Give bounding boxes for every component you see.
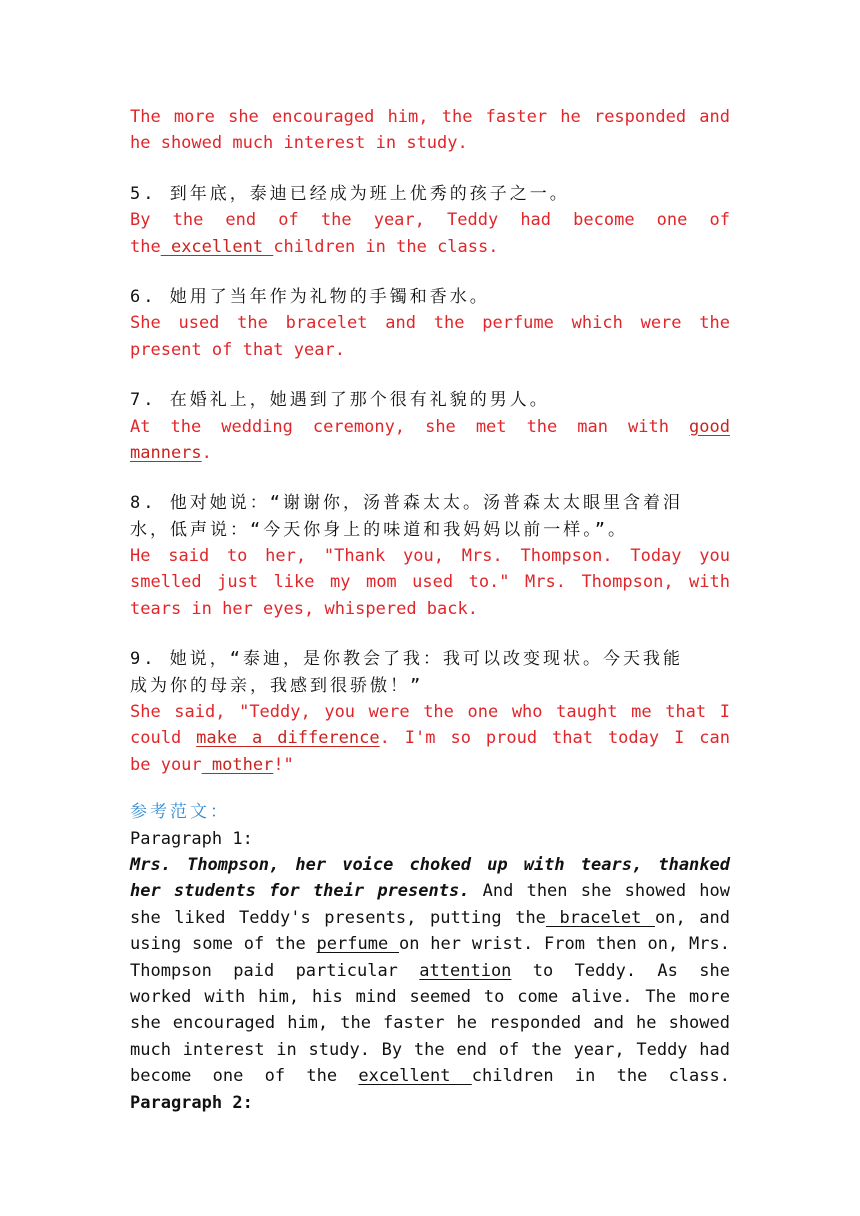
essay-line-2 (130, 878, 730, 904)
essay-line-5-b: to Teddy. As she (532, 960, 730, 981)
item-8-english-3: tears in her eyes, whispered back. (130, 598, 478, 619)
essay-line-3-a: she liked Teddy's presents, putting the (130, 907, 546, 928)
item-7-text-end: . (201, 442, 212, 463)
item-8-chinese-1: 8. 他对她说：“谢谢你，汤普森太太。汤普森太太眼里含着泪 (130, 493, 683, 514)
essay-line-3 (130, 905, 730, 931)
item-5-text-end: children in the class. (273, 236, 499, 257)
intro-line-2: he showed much interest in study. (130, 133, 468, 154)
essay-line-1: Mrs. Thompson, her voice choked up with tears, thanked (130, 854, 730, 875)
essay-line-5-a: Thompson paid particular (130, 960, 398, 981)
item-7-chinese: 7. 在婚礼上，她遇到了那个很有礼貌的男人。 (130, 390, 550, 411)
item-5-blank: excellent (160, 236, 274, 257)
item-9-text-mid: . I'm so proud that today I can (379, 728, 730, 749)
item-9-blank: make a difference (196, 728, 380, 749)
essay-line-6: worked with him, his mind seemed to come alive. The more (130, 986, 730, 1007)
paragraph-2-label: Paragraph 2: (130, 1092, 253, 1113)
item-9-chinese-2: 成为你的母亲，我感到很骄傲！” (130, 675, 424, 696)
essay-line-3-b: on, and (654, 907, 730, 928)
item-5-text: the (130, 236, 161, 257)
essay-blank-bracelet: bracelet (545, 907, 655, 928)
essay-line-8: much interest in study. By the end of the year, Teddy had (130, 1039, 730, 1060)
paragraph-1-label: Paragraph 1: (130, 828, 253, 849)
essay-line-5 (130, 958, 730, 984)
item-9-english-1: She said, "Teddy, you were the one who taught me that I (130, 702, 730, 723)
document-page (130, 104, 730, 1116)
item-9-english-2 (130, 725, 730, 751)
item-5-english-1: By the end of the year, Teddy had become one of (130, 210, 730, 231)
essay-line-4-b: on her wrist. From then on, Mrs. (399, 934, 730, 955)
item-6-chinese: 6. 她用了当年作为礼物的手镯和香水。 (130, 286, 490, 307)
item-9-chinese-1: 9. 她说，“泰迪，是你教会了我：我可以改变现状。今天我能 (130, 649, 683, 670)
essay-blank-perfume: perfume (316, 934, 400, 955)
item-7-blank-2: manners (130, 442, 202, 463)
item-7-english-1 (130, 414, 730, 440)
item-9-text-end: !" (273, 754, 294, 775)
essay-topic-sentence: her students for their presents. (130, 881, 470, 902)
item-9-english-3 (130, 752, 730, 778)
essay-line-4-a: using some of the (130, 934, 306, 955)
essay-line-9-a: become one of the (130, 1066, 338, 1087)
essay-line-9-b: children in the class. (471, 1066, 730, 1087)
essay-line-4 (130, 931, 730, 957)
essay-blank-excellent: excellent (358, 1066, 472, 1087)
essay-line-7: she encouraged him, the faster he responded and he showed (130, 1013, 730, 1034)
item-9-text: could (130, 728, 182, 749)
item-5-english-2 (130, 234, 730, 260)
item-9-blank-2: mother (201, 754, 274, 775)
item-6-english-1: She used the bracelet and the perfume which were the (130, 313, 730, 334)
item-8-english-2: smelled just like my mom used to." Mrs. Thompson, with (130, 572, 730, 593)
item-7-english-2 (130, 440, 730, 466)
item-6-english-2: present of that year. (130, 339, 345, 360)
essay-blank-attention: attention (419, 960, 512, 981)
item-8-english-1: He said to her, "Thank you, Mrs. Thompson. Today you (130, 546, 730, 567)
item-7-blank: good (689, 416, 730, 437)
essay-line-9 (130, 1063, 730, 1089)
intro-line-1: The more she encouraged him, the faster he responded and (130, 107, 730, 127)
item-5-chinese: 5. 到年底，泰迪已经成为班上优秀的孩子之一。 (130, 183, 570, 204)
item-7-text: At the wedding ceremony, she met the man with (130, 416, 669, 437)
essay-line-2-rest: And then she showed how (469, 881, 731, 902)
reference-heading: 参考范文： (130, 802, 230, 823)
item-8-chinese-2: 水，低声说：“今天你身上的味道和我妈妈以前一样。”。 (130, 519, 628, 540)
item-9-text-3: be your (130, 754, 202, 775)
